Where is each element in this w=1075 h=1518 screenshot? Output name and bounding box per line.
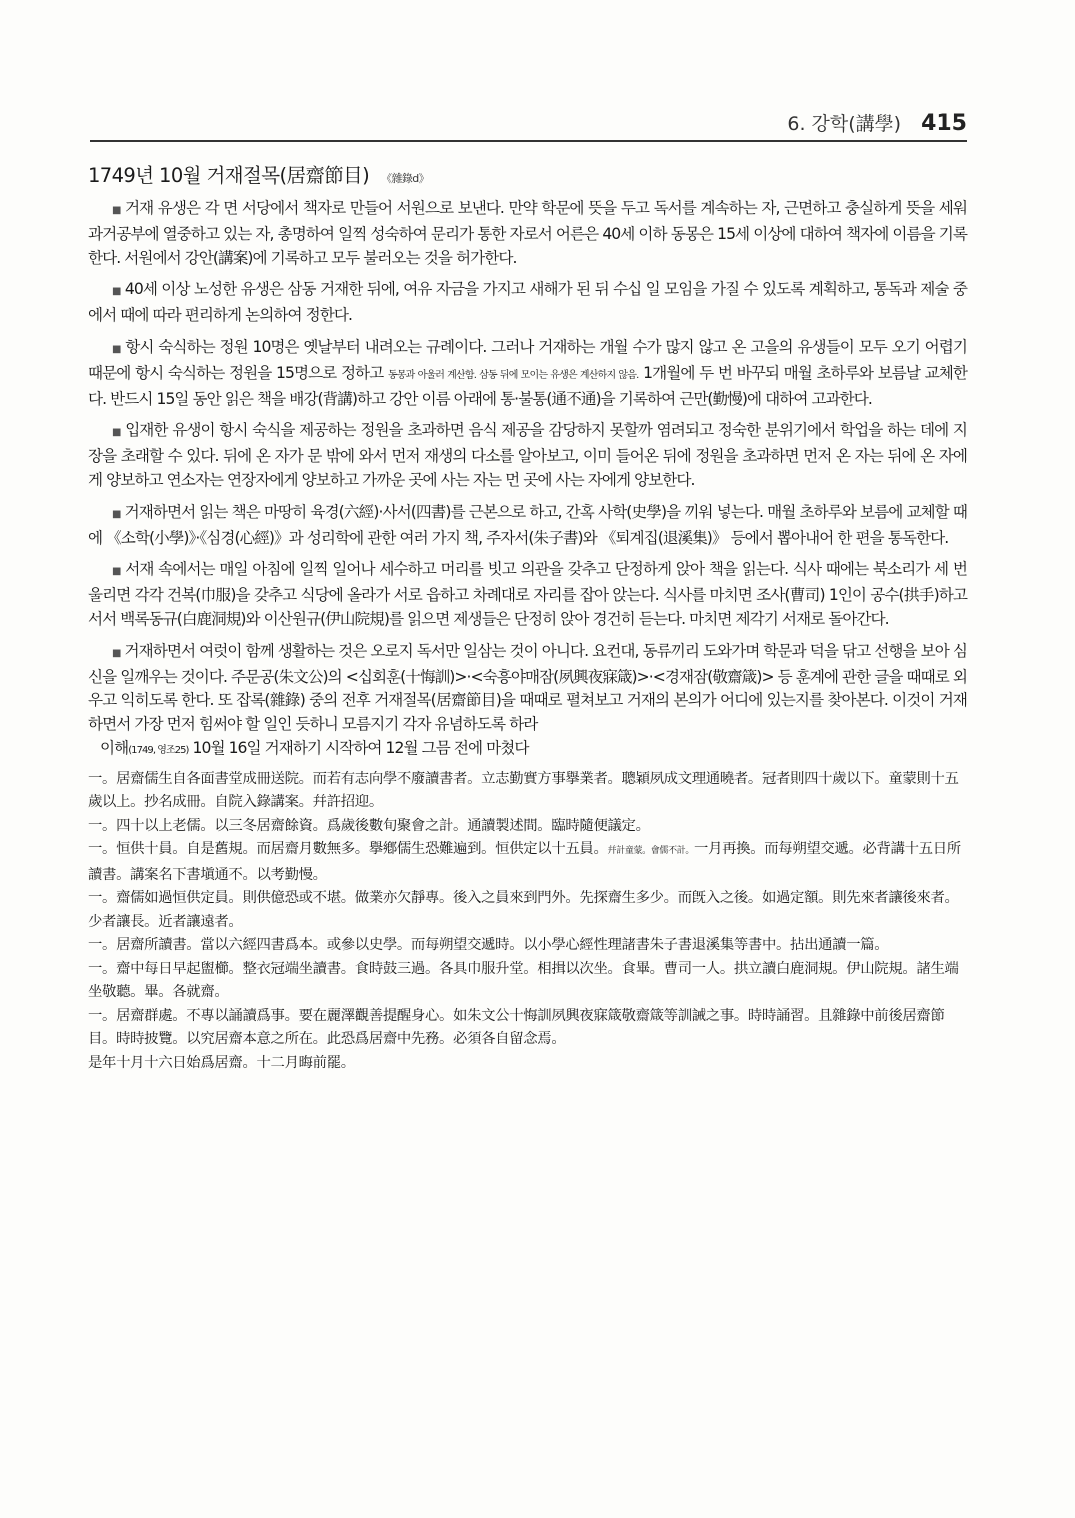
korean-translation: [88, 197, 967, 737]
hanja-paragraph: [88, 934, 967, 958]
paragraph-text-continued: 1개월에 두 번 바꾸되 매월 초하루와 보름날 교체한다. 반드시 15일 동안 읽은 책을 배강(背講)하고 강안 이름 아래에 통·불통(通不通)을 기록하여 근만(勤慢)에 대하여 고과한다.: [88, 363, 967, 408]
hanja-text: 一。齋儒如過恒供定員。則供億恐或不堪。做業亦欠靜專。後入之員來到門外。先探齋生多少。而旣入之後。如過定額。則先來者讓後來者。少者讓長。近者讓遠者。: [88, 890, 959, 930]
bullet-square-icon: ■: [112, 286, 121, 298]
running-title: 6. 강학(講學): [787, 113, 902, 135]
closing-after: 10월 16일 거재하기 시작하여 12월 그믐 전에 마쳤다: [188, 738, 529, 757]
korean-paragraph: [88, 419, 967, 492]
korean-paragraph: [88, 336, 967, 411]
section-source: 《雜錄d》: [381, 172, 430, 185]
paragraph-text: 거재 유생은 각 면 서당에서 책자로 만들어 서원으로 보낸다. 만약 학문에 뜻을 두고 독서를 계속하는 자, 근면하고 충실하게 뜻을 세워 과거공부에 열중하고 있는 자, 총명하여 일찍 성숙하여 문리가 통한 자로서 어른은 40세 이하 동몽은 15세 이상에 대하여 책자에 이름을 기록한다. 서원에서 강안(講案)에 기록하고 모두 불러오는 것을 허가한다.: [88, 199, 967, 267]
section-title: [88, 160, 967, 188]
hanja-inline-note: 幷計童蒙。會儒不計。: [607, 846, 695, 857]
korean-paragraph: [88, 197, 967, 270]
hanja-text: 是年十月十六日始爲居齋。十二月晦前罷。: [88, 1054, 355, 1071]
closing-note: (1749, 영조25): [128, 744, 189, 756]
hanja-paragraph: [88, 887, 967, 934]
bullet-square-icon: ■: [112, 647, 121, 659]
korean-paragraph: [88, 501, 967, 551]
korean-paragraph: [88, 640, 967, 737]
korean-closing-line: [100, 737, 967, 762]
korean-paragraph: [88, 278, 967, 328]
paragraph-text: 서재 속에서는 매일 아침에 일찍 일어나 세수하고 머리를 빗고 의관을 갖추고 단정하게 앉아 책을 읽는다. 식사 때에는 북소리가 세 번 울리면 각각 건복(巾服)을 갖추고 식당에 올라가 서로 읍하고 차례대로 자리를 잡아 앉는다. 식사를 마치면 조사(曹司) 1인이 공수(拱手)하고 서서 백록동규(白鹿洞規)와 이산원규(伊山院規)를 읽으면 제생들은 단정히 앉아 경건히 듣는다. 마치면 제각기 서재로 돌아간다.: [88, 560, 967, 628]
page-number: 415: [921, 111, 967, 136]
hanja-text: 一。齋中每日早起盥櫛。整衣冠端坐讀書。食時鼓三過。各具巾服升堂。相揖以次坐。食畢。曹司一人。拱立讀白鹿洞規。伊山院規。諸生端坐敬聽。畢。各就齋。: [88, 960, 959, 1001]
hanja-text: 一。居齋群處。不專以誦讀爲事。要在麗澤觀善提醒身心。如朱文公十悔訓夙興夜寐箴敬齋箴等訓誡之事。時時誦習。且雜錄中前後居齋節目。時時披覽。以究居齋本意之所在。此恐爲居齋中先務。必須各自留念焉。: [88, 1007, 945, 1048]
hanja-text: 一。恒供十員。自是舊規。而居齋月數無多。擧鄕儒生恐難遍到。恒供定以十五員。: [88, 841, 608, 858]
korean-paragraph: [88, 558, 967, 631]
paragraph-text: 거재하면서 여럿이 함께 생활하는 것은 오로지 독서만 일삼는 것이 아니다. 요컨대, 동류끼리 도와가며 학문과 덕을 닦고 선행을 보아 심신을 일깨우는 것이다. 주문공(朱文公)의 <십회훈(十悔訓)>·<숙흥야매잠(夙興夜寐箴)>·<경재잠(敬齋箴)> 등 훈계에 관한 글을 때때로 외우고 익히도록 한다. 또 잡록(雜錄) 중의 전후 거재절목(居齋節目)을 때때로 펼쳐보고 거재의 본의가 어디에 있는지를 찾아본다. 이것이 거재하면서 가장 먼저 힘써야 할 일인 듯하니 모름지기 각자 유념하도록 하라: [88, 641, 967, 734]
hanja-original-text: [88, 768, 967, 1076]
hanja-text: 一。四十以上老儒。以三冬居齋餘資。爲歲後數旬聚會之計。通讀製述間。臨時隨便議定。: [88, 817, 650, 834]
paragraph-text: 항시 숙식하는 정원 10명은 옛날부터 내려오는 규례이다. 그러나 거재하는 개월 수가 많지 않고 온 고을의 유생들이 모두 오기 어렵기 때문에 항시 숙식하는 정원을 15명으로 정하고: [88, 337, 967, 382]
bullet-square-icon: ■: [112, 566, 122, 578]
hanja-text-continued: 一月再換。而每朔望交遞。必背講十五日所讀書。講案名下書塡通不。以考勤慢。: [88, 841, 961, 883]
paragraph-text: 40세 이상 노성한 유생은 삼동 거재한 뒤에, 여유 자금을 가지고 새해가 된 뒤 수십 일 모임을 가질 수 있도록 계획하고, 통독과 제술 중에서 때에 따라 편리하게 논의하여 정한다.: [88, 280, 967, 325]
bullet-square-icon: ■: [112, 508, 121, 520]
hanja-paragraph: [88, 1005, 967, 1052]
closing-before: 이해: [100, 738, 129, 757]
hanja-paragraph: [88, 958, 967, 1005]
hanja-paragraph: [88, 1052, 967, 1076]
page-body: [88, 160, 967, 1075]
inline-note: 동몽과 아울러 계산함. 삼동 뒤에 모이는 유생은 계산하지 않음.: [387, 369, 639, 381]
bullet-square-icon: ■: [112, 205, 122, 216]
hanja-paragraph: [88, 768, 967, 815]
paragraph-text: 거재하면서 읽는 책은 마땅히 육경(六經)·사서(四書)를 근본으로 하고, 간혹 사학(史學)을 끼워 넣는다. 매월 초하루와 보름에 교체할 때에 《소학(小學)》·《심경(心經)》과 성리학에 관한 여러 가지 책, 주자서(朱子書)와 《퇴계집(退溪集)》 등에서 뽑아내어 한 편을 통독한다.: [88, 502, 968, 547]
page-header: [90, 112, 967, 142]
paragraph-text: 입재한 유생이 항시 숙식을 제공하는 정원을 초과하면 음식 제공을 감당하지 못할까 염려되고 정숙한 분위기에서 학업을 하는 데에 지장을 초래할 수 있다. 뒤에 온 자가 문 밖에 와서 먼저 재생의 다소를 알아보고, 이미 들어온 뒤에 정원을 초과하면 먼저 온 자는 뒤에 온 자에게 양보하고 연소자는 연장자에게 양보하고 가까운 곳에 사는 자는 먼 곳에 사는 자에게 양보한다.: [88, 421, 968, 489]
bullet-square-icon: ■: [112, 343, 122, 355]
hanja-text: 一。居齋所讀書。當以六經四書爲本。或參以史學。而每朔望交遞時。以小學心經性理諸書朱子書退溪集等書中。拈出通讀一篇。: [88, 937, 889, 954]
bullet-square-icon: ■: [112, 427, 122, 439]
section-title-text: 1749년 10월 거재절목(居齋節目): [88, 164, 370, 187]
hanja-text: 一。居齋儒生自各面書堂成冊送院。而若有志向學不廢讀書者。立志勤實方事擧業者。聰穎夙成文理通曉者。冠者則四十歲以下。童蒙則十五歲以上。抄名成冊。自院入錄講案。幷許招迎。: [88, 770, 959, 811]
hanja-paragraph: [88, 815, 967, 839]
hanja-paragraph: [88, 838, 967, 887]
